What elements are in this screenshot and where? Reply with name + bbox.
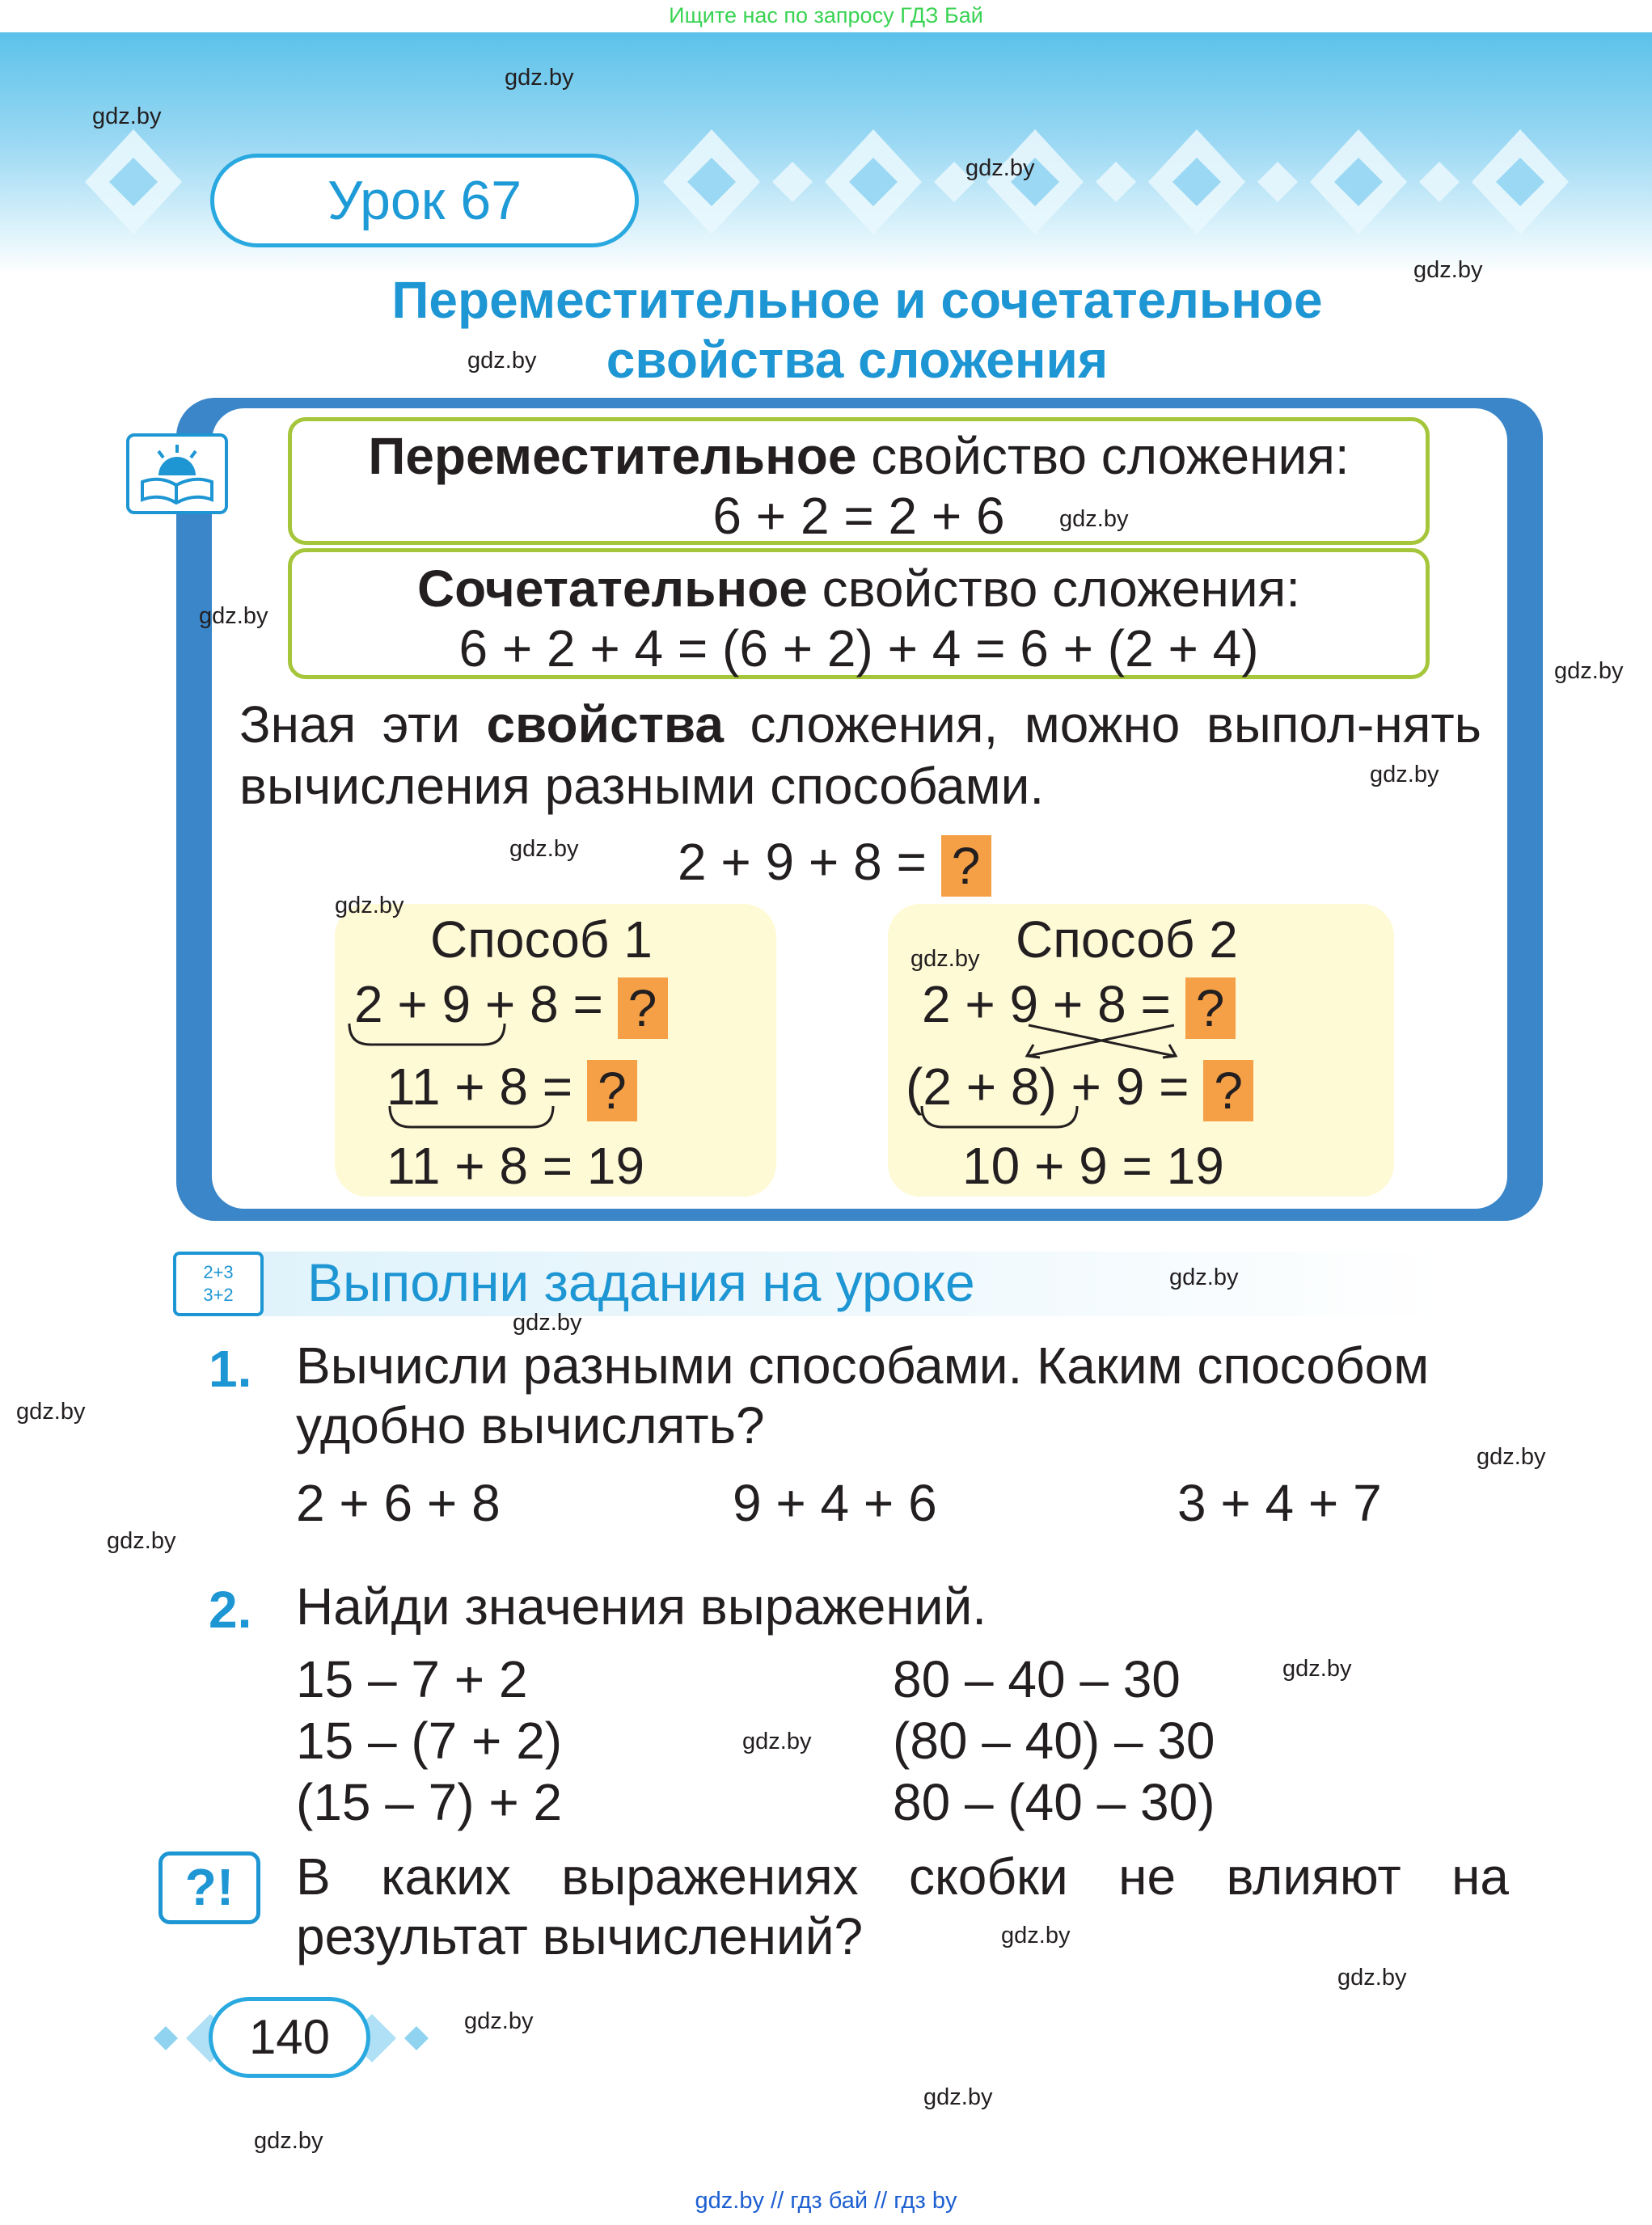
- watermark: gdz.by: [92, 103, 162, 129]
- watermark: gdz.by: [1059, 506, 1129, 532]
- way1-title: Способ 1: [430, 910, 653, 969]
- question-box: ?: [1203, 1060, 1253, 1121]
- way1-line3: 11 + 8 = 19: [387, 1137, 645, 1195]
- way2-title: Способ 2: [1016, 910, 1238, 969]
- board-icon-line1: 2+3: [203, 1262, 234, 1282]
- commutative-property-box: [288, 417, 1430, 545]
- task2-right-1: 80 – 40 – 30: [893, 1650, 1181, 1708]
- task2-left-3: (15 – 7) + 2: [296, 1773, 563, 1831]
- page-number: 140: [209, 1997, 370, 2078]
- associative-formula: 6 + 2 + 4 = (6 + 2) + 4 = 6 + (2 + 4): [458, 619, 1259, 678]
- way1-brace2-icon: [387, 1103, 556, 1135]
- watermark: gdz.by: [923, 2084, 993, 2110]
- watermark: gdz.by: [16, 1399, 86, 1425]
- way1-brace-icon: [346, 1020, 508, 1053]
- way1-line2-text: 11 + 8 =: [387, 1058, 573, 1116]
- way1-line1-text: 2 + 9 + 8 =: [354, 975, 603, 1033]
- intro-paragraph: [239, 694, 1481, 817]
- task2-text: Найди значения выражений.: [296, 1577, 987, 1636]
- watermark: gdz.by: [467, 348, 537, 374]
- commutative-title-bold: Переместительное: [368, 427, 857, 485]
- intro-bold: свойства: [486, 695, 725, 754]
- board-icon-line2: 3+2: [203, 1285, 234, 1305]
- question-box: ?: [941, 835, 991, 897]
- task1-number: 1.: [209, 1340, 252, 1398]
- watermark: gdz.by: [1001, 1923, 1071, 1948]
- task2-right-2: (80 – 40) – 30: [893, 1712, 1215, 1770]
- task2-left-1: 15 – 7 + 2: [296, 1650, 528, 1708]
- intro-part2: сложения, можно выпол-нять вычисления разными способами.: [239, 695, 1482, 815]
- watermark: gdz.by: [911, 946, 980, 972]
- watermark: gdz.by: [335, 893, 404, 918]
- swap-arrows-icon: [1020, 1020, 1182, 1061]
- watermark: gdz.by: [742, 1729, 812, 1754]
- watermark: gdz.by: [1370, 762, 1439, 787]
- question-box: ?: [618, 977, 668, 1039]
- example-expr-text: 2 + 9 + 8 =: [678, 833, 927, 891]
- watermark: gdz.by: [1413, 257, 1483, 283]
- way2-line3: 10 + 9 = 19: [962, 1137, 1224, 1195]
- commutative-title-rest: свойство сложения:: [856, 427, 1350, 485]
- task1-expr-3: 3 + 4 + 7: [1177, 1474, 1382, 1532]
- question-exclamation-icon: ?!: [158, 1851, 260, 1924]
- associative-property-box: [288, 548, 1430, 679]
- associative-title-rest: свойство сложения:: [807, 559, 1301, 618]
- watermark: gdz.by: [1337, 1965, 1407, 1991]
- watermark: gdz.by: [513, 1310, 582, 1336]
- task2-left-2: 15 – (7 + 2): [296, 1712, 563, 1770]
- example-expression: [678, 831, 991, 897]
- way2-brace-icon: [919, 1103, 1080, 1135]
- way2-line1-text: 2 + 9 + 8 =: [922, 975, 1171, 1033]
- question-box: ?: [587, 1060, 637, 1121]
- board-icon: [173, 1252, 264, 1316]
- watermark: gdz.by: [107, 1528, 176, 1554]
- way2-line2-text: (2 + 8) + 9 =: [906, 1058, 1189, 1116]
- intro-part1: Зная эти: [239, 695, 487, 754]
- book-sun-icon: [126, 433, 228, 514]
- question-text: В каких выражениях скобки не влияют на результат вычислений?: [296, 1847, 1509, 1965]
- task1-text: Вычисли разными способами. Каким способом удобно вычислять?: [296, 1336, 1430, 1454]
- watermark: gdz.by: [1282, 1656, 1352, 1682]
- task1-expr-2: 9 + 4 + 6: [733, 1474, 937, 1532]
- watermark: gdz.by: [965, 155, 1035, 181]
- page-title-line2: свойства сложения: [606, 331, 1109, 389]
- page-title-line1: Переместительное и сочетательное: [391, 271, 1323, 329]
- question-box: ?: [1185, 977, 1236, 1039]
- task1-expr-1: 2 + 6 + 8: [296, 1474, 501, 1532]
- watermark: gdz.by: [464, 2008, 534, 2034]
- top-search-link[interactable]: Ищите нас по запросу ГДЗ Бай: [669, 3, 983, 27]
- commutative-formula: 6 + 2 = 2 + 6: [712, 487, 1005, 545]
- watermark: gdz.by: [509, 836, 579, 862]
- task2-right-3: 80 – (40 – 30): [893, 1773, 1215, 1831]
- watermark: gdz.by: [254, 2128, 323, 2154]
- watermark: gdz.by: [1169, 1264, 1239, 1290]
- associative-title-bold: Сочетательное: [416, 559, 808, 618]
- lesson-number: Урок 67: [210, 154, 639, 247]
- watermark: gdz.by: [1477, 1444, 1546, 1470]
- task2-number: 2.: [209, 1581, 252, 1639]
- tasks-heading: Выполни задания на уроке: [307, 1252, 975, 1312]
- watermark: gdz.by: [199, 603, 268, 629]
- watermark: gdz.by: [1554, 658, 1624, 684]
- watermark: gdz.by: [505, 65, 574, 91]
- footer-links[interactable]: gdz.by // гдз бай // гдз by: [695, 2188, 957, 2214]
